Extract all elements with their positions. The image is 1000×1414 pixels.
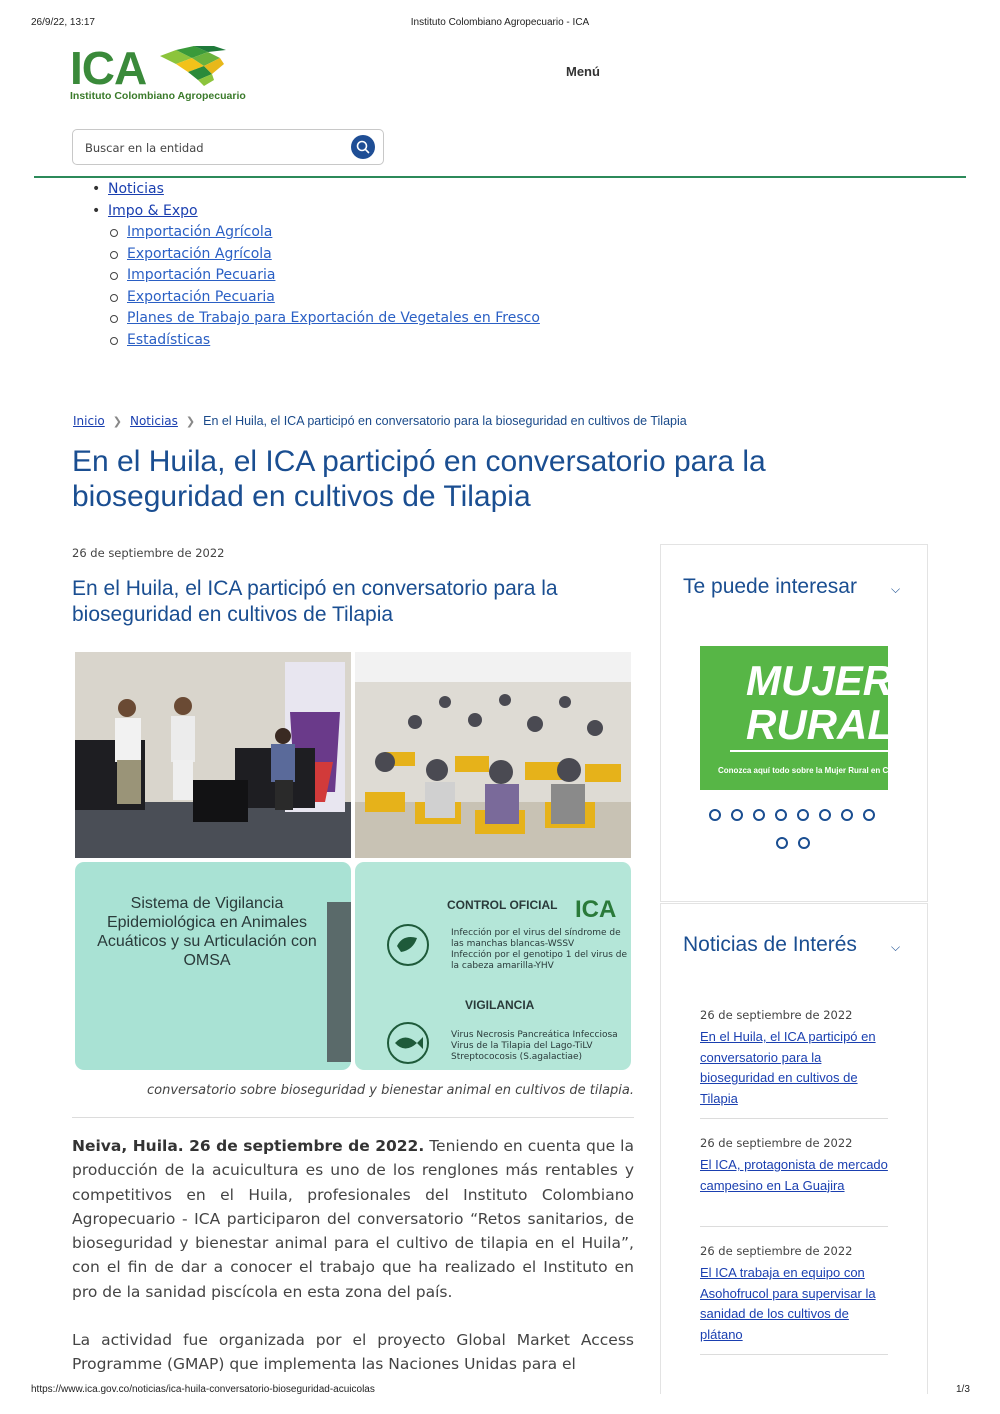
nav-link-exportacion-pecuaria[interactable]: Exportación Pecuaria — [127, 288, 275, 305]
slide2-heading2: VIGILANCIA — [465, 998, 535, 1012]
news-link[interactable]: En el Huila, el ICA participó en conversatorio para la bioseguridad en cultivos de Tilapia — [700, 1029, 876, 1106]
article-photo-collage — [75, 652, 631, 1070]
banner-tagline: Conozca aquí todo sobre la Mujer Rural en Colombia — [718, 766, 919, 775]
nav-link-impo-expo[interactable]: Impo & Expo — [108, 202, 198, 219]
chevron-right-icon: ❯ — [112, 415, 122, 428]
news-divider — [700, 1226, 888, 1227]
news-date: 26 de septiembre de 2022 — [700, 1244, 853, 1258]
audience-scene-image — [355, 652, 631, 858]
news-link[interactable]: El ICA trabaja en equipo con Asohofrucol para supervisar la sanidad de los cultivos de plátano — [700, 1265, 876, 1342]
mujer-rural-banner[interactable] — [700, 646, 919, 790]
chevron-down-icon[interactable]: ⌵ — [891, 582, 901, 596]
ica-logo[interactable] — [70, 42, 246, 104]
nav-link-estadisticas[interactable]: Estadísticas — [127, 331, 211, 348]
news-divider — [700, 1118, 888, 1119]
slide2-item: Streptococosis (S.agalactiae) — [451, 1052, 583, 1062]
article-paragraph — [72, 1134, 634, 1304]
article-body — [72, 1134, 634, 1401]
carousel-dot[interactable] — [841, 809, 853, 821]
breadcrumb — [73, 414, 687, 428]
article-paragraph: La actividad fue organizada por el proyecto Global Market Access Programme (GMAP) que implementa las Naciones Unidas para el — [72, 1331, 634, 1374]
slide2-item: Virus de la Tilapia del Lago-TiLV — [451, 1041, 593, 1051]
breadcrumb-section[interactable]: Noticias — [129, 414, 178, 428]
nav-subitem — [108, 330, 540, 352]
banner-line1: MUJER — [746, 657, 894, 704]
news-divider — [700, 1354, 888, 1355]
photo-slide-vigilancia — [75, 862, 351, 1070]
chevron-right-icon: ❯ — [185, 415, 196, 428]
banner-rule — [730, 750, 890, 752]
slide2-logo: ICA — [575, 896, 617, 923]
nav-link-noticias[interactable]: Noticias — [108, 181, 164, 197]
slide2-items2 — [451, 1030, 627, 1063]
nav-subitem — [108, 265, 540, 287]
fish-icon — [387, 1022, 429, 1064]
print-page: 1/3 — [956, 1384, 970, 1395]
carousel-dot[interactable] — [819, 809, 831, 821]
nav-subitem — [108, 308, 540, 330]
article-paragraph-text: Teniendo en cuenta que la producción de la acuicultura es uno de los renglones más rentables y competitivos en el Huila, profesionales del Instituto Colombiano Agropecuario - ICA participaron del conversatorio “Retos sanitarios, de bioseguridad y bienestar animal para el cultivo de tilapia en el Huila”, con el fin de dar a conocer el trabajo que ha realizado el Instituto en pro de la sanidad piscícola en esta zona del país. — [72, 1137, 634, 1301]
menu-button[interactable]: Menú — [566, 64, 600, 79]
breadcrumb-home[interactable]: Inicio — [73, 414, 105, 428]
news-link[interactable]: El ICA, protagonista de mercado campesino en La Guajira — [700, 1157, 888, 1193]
news-item — [700, 1008, 888, 1108]
nav-submenu — [108, 222, 540, 351]
article-title: En el Huila, el ICA participó en conversatorio para la bioseguridad en cultivos de Tilapia — [72, 577, 558, 626]
nav-item-noticias — [92, 179, 540, 201]
carousel-dot[interactable] — [776, 837, 788, 849]
article-divider — [72, 1117, 634, 1118]
article-lead: Neiva, Huila. 26 de septiembre de 2022. — [72, 1137, 425, 1155]
logo-acronym: ICA — [70, 42, 147, 94]
carousel-dot[interactable] — [731, 809, 743, 821]
nav-subitem — [108, 244, 540, 266]
nav-link-planes-trabajo[interactable]: Planes de Trabajo para Exportación de Vegetales en Fresco — [127, 310, 540, 326]
photo-caption: conversatorio sobre bioseguridad y bienestar animal en cultivos de tilapia. — [147, 1083, 634, 1098]
nav-link-importacion-pecuaria[interactable]: Importación Pecuaria — [127, 267, 276, 283]
main-nav — [92, 179, 540, 351]
breadcrumb-current: En el Huila, el ICA participó en conversatorio para la bioseguridad en cultivos de Tilapia — [203, 414, 687, 428]
news-item — [700, 1136, 888, 1195]
carousel-dot[interactable] — [798, 837, 810, 849]
print-datetime: 26/9/22, 13:17 — [31, 17, 95, 28]
carousel-dot[interactable] — [753, 809, 765, 821]
search-input[interactable] — [83, 137, 347, 159]
nav-item-impo-expo — [92, 201, 540, 352]
photo-slide-control — [355, 862, 631, 1070]
news-title[interactable]: Noticias de Interés — [683, 933, 857, 956]
interest-title[interactable]: Te puede interesar — [683, 575, 857, 598]
carousel-dot[interactable] — [863, 809, 875, 821]
slide1-title: Sistema de Vigilancia Epidemiológica en Animales Acuáticos y su Articulación con OMSA — [97, 895, 317, 969]
slide2-item: Infección por el genotipo 1 del virus de la cabeza amarilla-YHV — [451, 950, 628, 971]
search-icon — [351, 135, 375, 159]
slide2-item: Infección por el virus del síndrome de las manchas blancas-WSSV — [451, 928, 621, 949]
carousel-dot[interactable] — [797, 809, 809, 821]
carousel-dot[interactable] — [775, 809, 787, 821]
nav-subitem — [108, 222, 540, 244]
nav-subitem — [108, 287, 540, 309]
news-item — [700, 1244, 888, 1344]
search-button[interactable] — [351, 135, 375, 159]
slide2-item: Virus Necrosis Pancreática Infecciosa — [451, 1030, 618, 1040]
shrimp-icon — [387, 924, 429, 966]
slide2-items1 — [451, 928, 627, 972]
header-divider — [34, 176, 966, 178]
banner-line2: RURAL — [746, 701, 893, 748]
photo-audience — [355, 652, 631, 858]
carousel-dot[interactable] — [709, 809, 721, 821]
nav-link-exportacion-agricola[interactable]: Exportación Agrícola — [127, 245, 272, 262]
news-date: 26 de septiembre de 2022 — [700, 1008, 853, 1022]
panel-scene-image — [75, 652, 351, 858]
photo-panel — [75, 652, 351, 858]
search-box — [72, 129, 384, 165]
slide2-heading1: CONTROL OFICIAL — [447, 898, 558, 912]
nav-link-importacion-agricola[interactable]: Importación Agrícola — [127, 224, 273, 240]
slide-side-video — [327, 902, 351, 1062]
logo-mark-icon — [158, 46, 228, 90]
page-title: En el Huila, el ICA participó en conversatorio para la bioseguridad en cultivos de Tilapia — [72, 445, 766, 513]
chevron-down-icon[interactable]: ⌵ — [891, 940, 901, 954]
news-date: 26 de septiembre de 2022 — [700, 1136, 853, 1150]
print-url: https://www.ica.gov.co/noticias/ica-huila-conversatorio-bioseguridad-acuicolas — [31, 1384, 375, 1395]
logo-subtitle: Instituto Colombiano Agropecuario — [70, 90, 246, 102]
print-title: Instituto Colombiano Agropecuario - ICA — [410, 17, 590, 28]
article-date: 26 de septiembre de 2022 — [72, 546, 225, 560]
